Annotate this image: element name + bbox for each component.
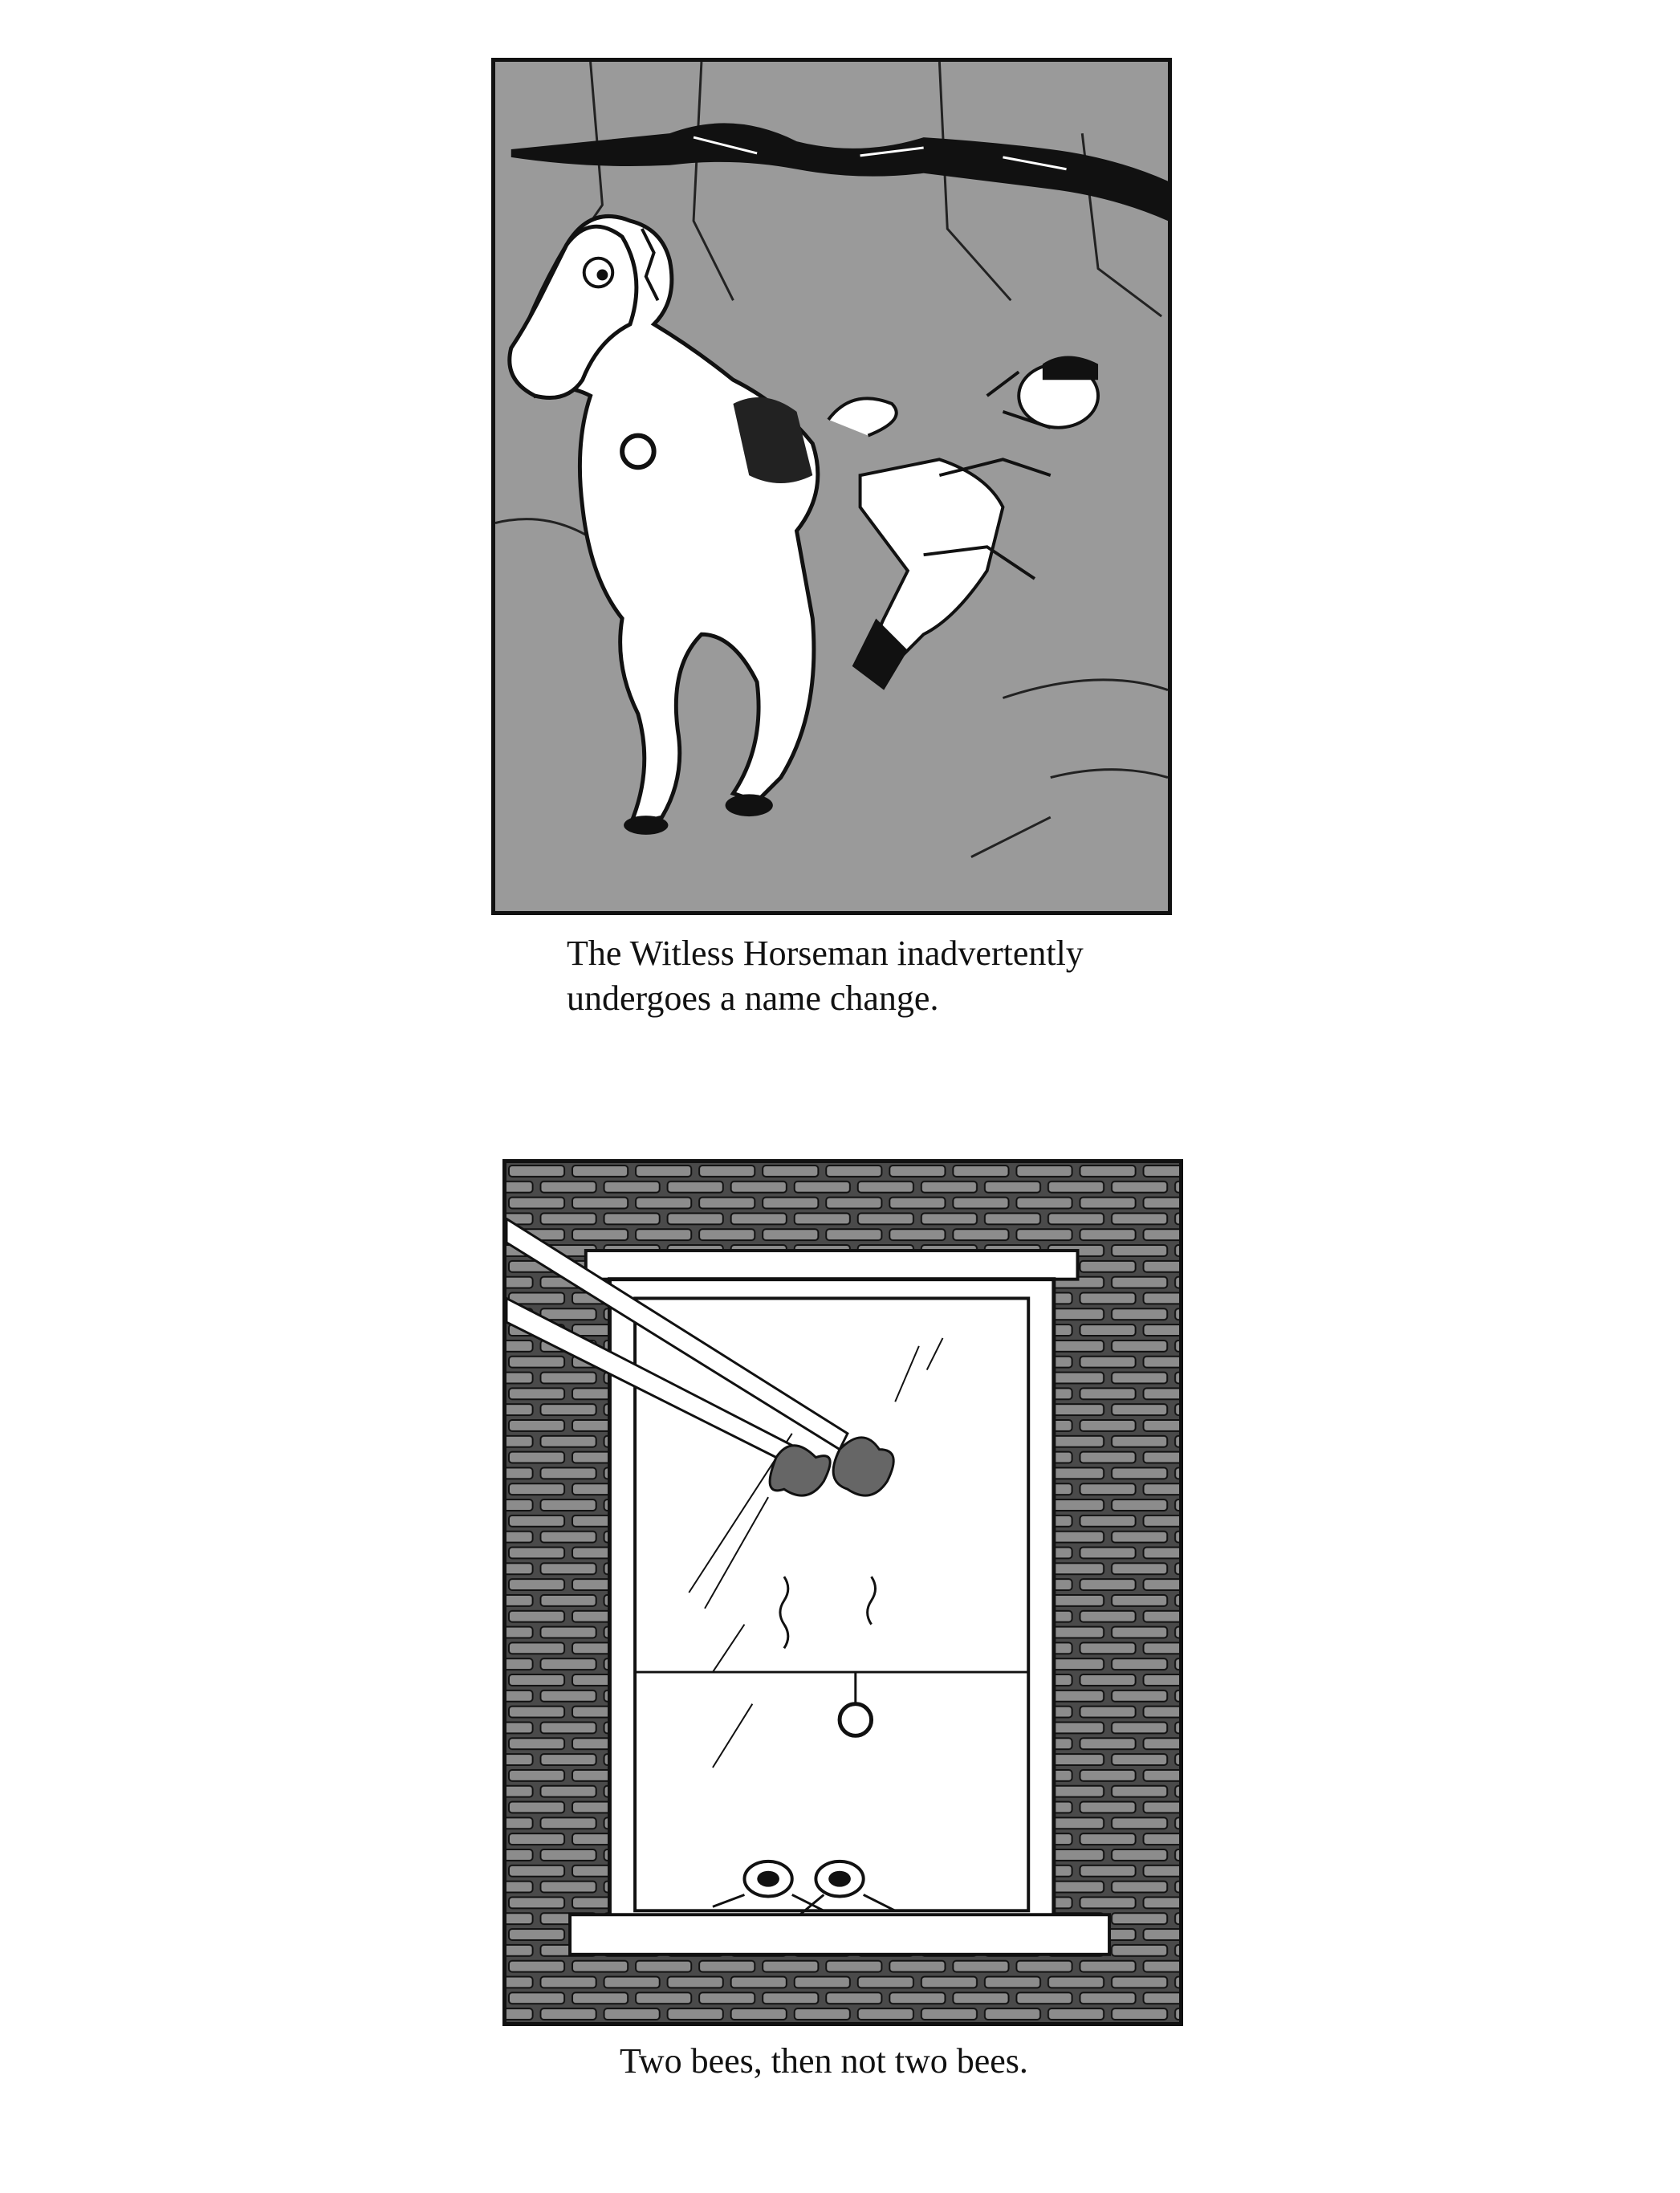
caption-line-1: The Witless Horseman inadvertently bbox=[567, 934, 1084, 973]
caption-horseman bbox=[567, 931, 1084, 1021]
cartoon-panel-horseman bbox=[491, 58, 1172, 915]
caption-line-1: Two bees, then not two bees. bbox=[620, 2041, 1028, 2081]
caption-line-2: undergoes a name change. bbox=[567, 979, 939, 1018]
caption-bees bbox=[620, 2039, 1028, 2084]
cartoon-panel-bees bbox=[502, 1159, 1183, 2026]
bees-window-illustration bbox=[506, 1163, 1179, 2022]
horseman-illustration bbox=[495, 62, 1168, 911]
